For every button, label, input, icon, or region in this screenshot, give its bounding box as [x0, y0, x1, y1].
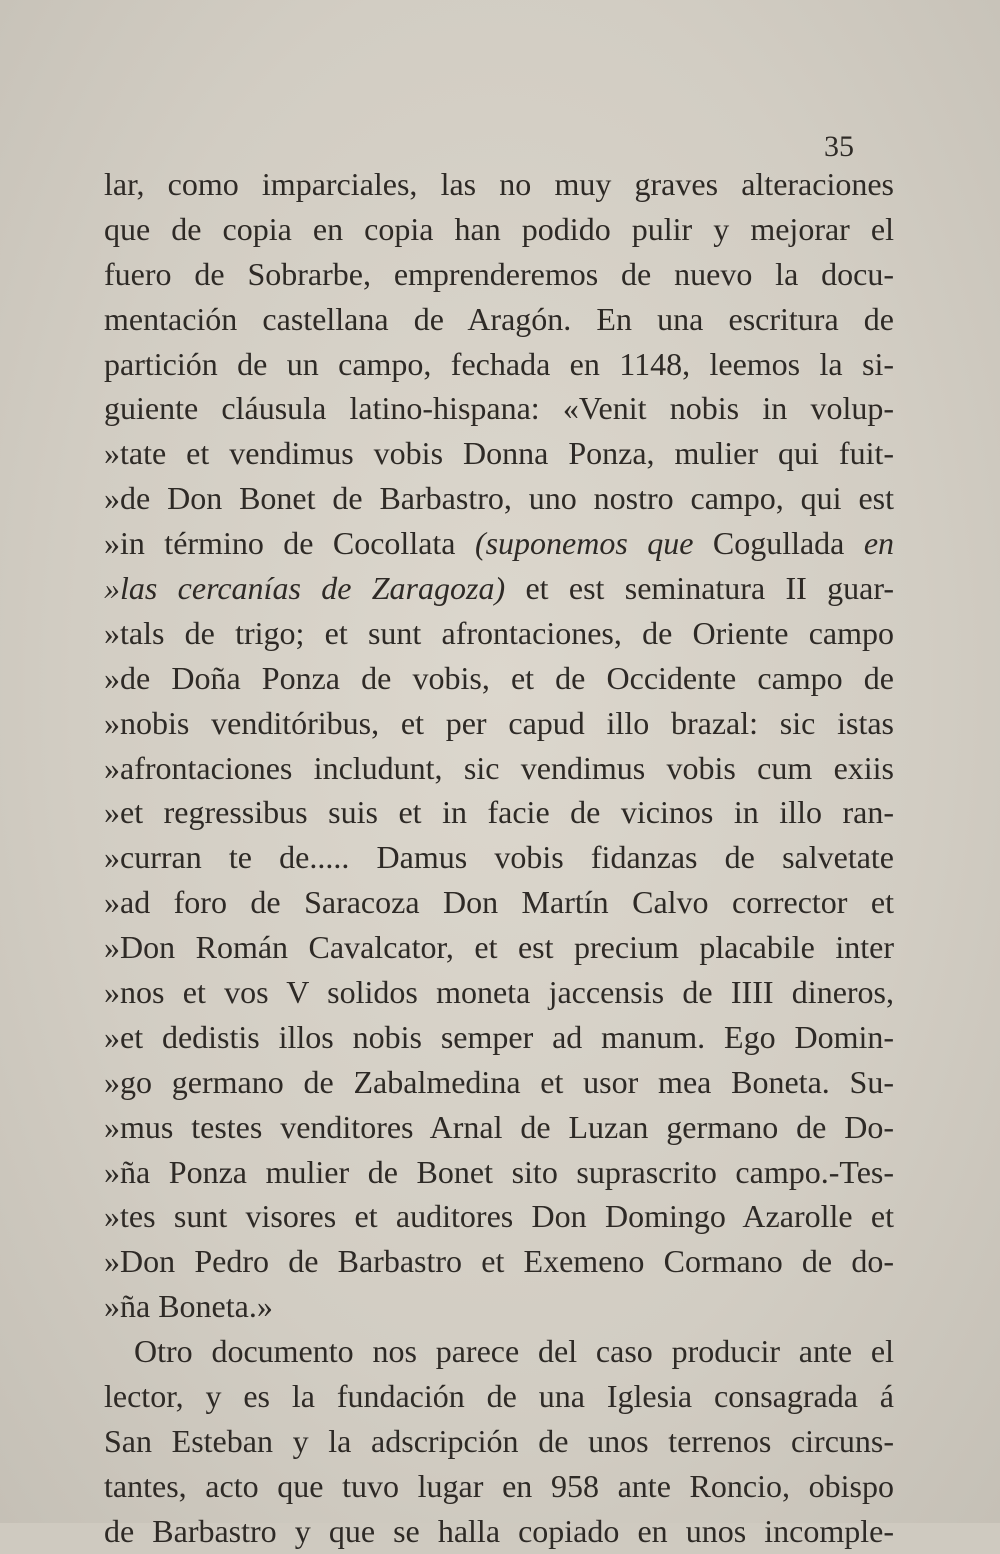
text-line: Otro documento nos parece del caso producir ante el	[134, 1333, 894, 1370]
text-line: de Barbastro y que se halla copiado en unos incomple-	[104, 1512, 894, 1549]
text-line: »de Don Bonet de Barbastro, uno nostro campo, qui est	[104, 480, 894, 517]
text-segment: et est seminatura II guar-	[505, 570, 895, 607]
text-line: »tate et vendimus vobis Donna Ponza, mulier qui fuit-	[104, 435, 894, 472]
italic-text-segment: en	[863, 525, 895, 562]
text-line: »tes sunt visores et auditores Don Domingo Azarolle et	[104, 1198, 894, 1235]
text-line: que de copia en copia han podido pulir y mejorar el	[104, 210, 894, 247]
text-line: »afrontaciones includunt, sic vendimus vobis cum exiis	[104, 749, 894, 786]
text-line: mentación castellana de Aragón. En una escritura de	[104, 300, 894, 337]
text-line: »ña Boneta.»	[104, 1288, 273, 1325]
text-segment: Cogullada	[693, 525, 864, 562]
text-line: San Esteban y la adscripción de unos terrenos circuns-	[104, 1422, 894, 1459]
text-line: tantes, acto que tuvo lugar en 958 ante Roncio, obispo	[104, 1467, 894, 1504]
text-line: partición de un campo, fechada en 1148, leemos la si-	[104, 345, 894, 382]
text-line: »tals de trigo; et sunt afrontaciones, de Oriente campo	[104, 614, 894, 651]
text-line: »ña Ponza mulier de Bonet sito suprascrito campo.-Tes-	[104, 1153, 894, 1190]
text-line: lar, como imparciales, las no muy graves alteraciones	[104, 166, 894, 202]
text-line: lector, y es la fundación de una Iglesia consagrada á	[104, 1378, 894, 1415]
text-segment: »in término de Cocollata	[104, 525, 475, 562]
italic-text-segment: »las cercanías de Zaragoza)	[104, 570, 506, 607]
text-line: »et regressibus suis et in facie de vicinos in illo ran-	[104, 794, 894, 831]
text-line: »go germano de Zabalmedina et usor mea Boneta. Su-	[104, 1063, 894, 1100]
text-line: »ad foro de Saracoza Don Martín Calvo corrector et	[104, 884, 894, 921]
text-line: guiente cláusula latino-hispana: «Venit nobis in volup-	[104, 390, 894, 427]
text-line: »et dedistis illos nobis semper ad manum. Ego Domin-	[104, 1018, 894, 1055]
text-line: »curran te de..... Damus vobis fidanzas de salvetate	[104, 839, 894, 876]
body-text	[104, 162, 894, 1554]
text-line: »nobis venditóribus, et per capud illo brazal: sic istas	[104, 704, 894, 741]
text-line: »Don Pedro de Barbastro et Exemeno Cormano de do-	[104, 1243, 894, 1280]
italic-text-segment: (suponemos que	[474, 525, 694, 562]
text-line: »de Doña Ponza de vobis, et de Occidente campo de	[104, 659, 894, 696]
page-number: 35	[824, 130, 854, 163]
text-line: »Don Román Cavalcator, et est precium placabile inter	[104, 929, 894, 966]
text-line: »nos et vos V solidos moneta jaccensis de IIII dineros,	[104, 974, 894, 1011]
text-line	[104, 566, 894, 611]
text-line: fuero de Sobrarbe, emprenderemos de nuevo la docu-	[104, 255, 894, 292]
text-line: »mus testes venditores Arnal de Luzan germano de Do-	[104, 1108, 894, 1145]
text-line	[104, 521, 894, 566]
